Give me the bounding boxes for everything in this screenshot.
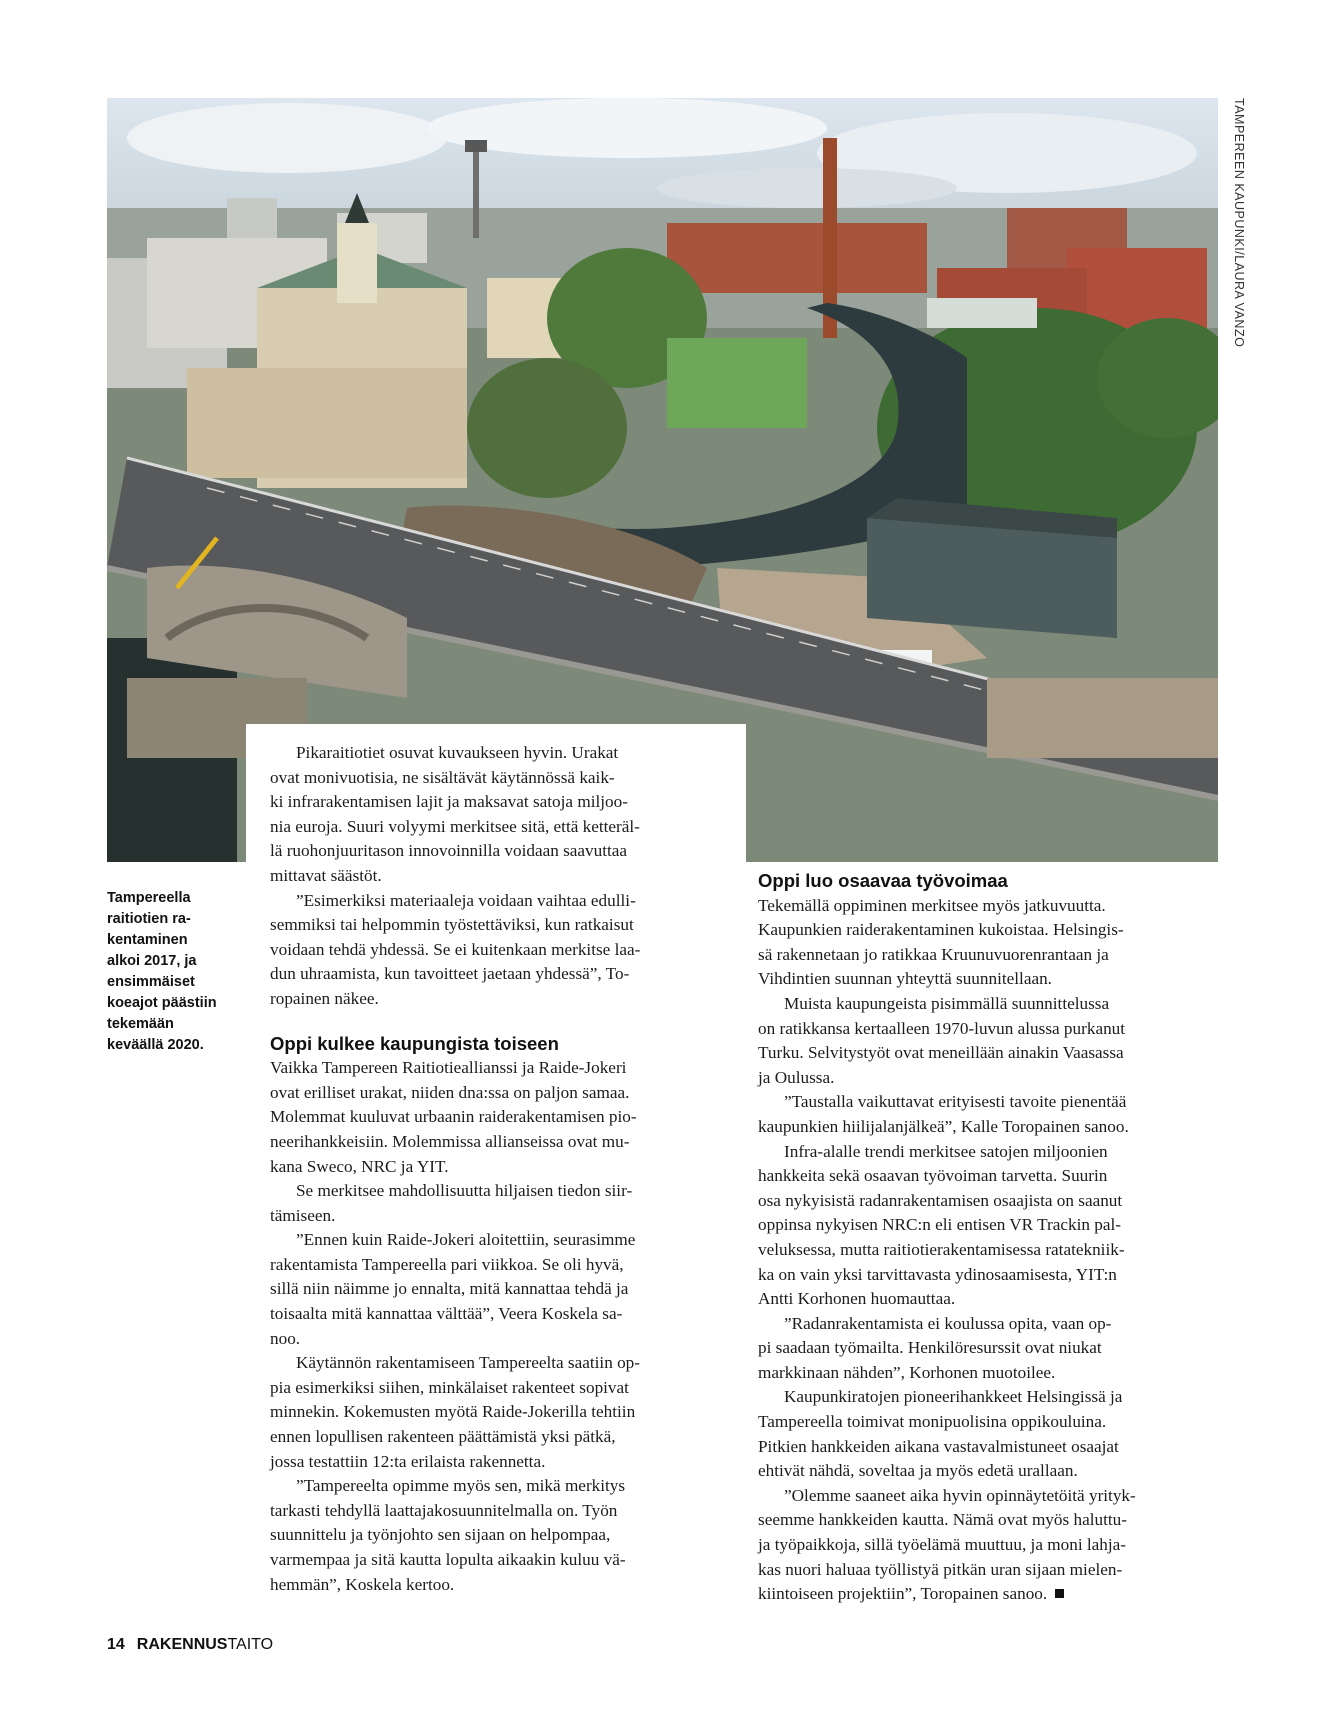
section-heading: Oppi kulkee kaupungista toiseen <box>270 1032 559 1054</box>
paragraph <box>758 1140 1218 1312</box>
text-line: Pitkien hankkeiden aikana vastavalmistuneet osaajat <box>758 1436 1119 1456</box>
text-line: markkinaan nähden”, Korhonen muotoilee. <box>758 1362 1056 1382</box>
text-line: kaupunkien hiilijalanjälkeä”, Kalle Toropainen sanoo. <box>758 1116 1129 1136</box>
text-line: ”Taustalla vaikuttavat erityisesti tavoite pienentää <box>784 1092 1127 1112</box>
text-line: on ratikkansa kertaalleen 1970-luvun alussa purkanut <box>758 1018 1126 1038</box>
text-line: hemmän”, Koskela kertoo. <box>270 1574 455 1594</box>
photo-caption <box>107 888 235 1056</box>
text-line: tarkasti tehdyllä laattajakosuunnitelmalla on. Työn <box>270 1500 618 1520</box>
text-line <box>758 1582 1218 1607</box>
text-line: ki infrarakentamisen lajit ja maksavat satoja miljoo- <box>270 792 628 812</box>
paragraph <box>758 1312 1218 1386</box>
text-line: varmempaa ja sitä kautta lopulta aikaakin kuluu vä- <box>270 1550 626 1569</box>
paragraph <box>758 1090 1218 1139</box>
text-line: rakentamista Tampereella pari viikkoa. Se oli hyvä, <box>270 1254 624 1274</box>
paragraph <box>270 1351 720 1474</box>
paragraph <box>270 1179 720 1228</box>
text-line: tämiseen. <box>270 1205 336 1225</box>
text-line: Kaupunkien raiderakentaminen kukoistaa. Helsingis- <box>758 920 1124 940</box>
text-line: Vihdintien suunnan yhteyttä suunnitellaan. <box>758 969 1052 989</box>
text-line: suunnittelu ja työnjohto sen sijaan on helpompaa, <box>270 1525 611 1545</box>
text-line: Käytännön rakentamiseen Tampereelta saatiin op- <box>296 1353 641 1373</box>
text-line: sillä niin näimme jo ennalta, mitä kannattaa tehdä ja <box>270 1279 629 1299</box>
section-heading: Oppi luo osaavaa työvoimaa <box>758 870 1008 891</box>
text-line: Pikaraitiotiet osuvat kuvaukseen hyvin. Urakat <box>296 743 619 762</box>
text-line: ”Esimerkiksi materiaaleja voidaan vaihtaa edulli- <box>296 890 636 910</box>
text-line: ka on vain yksi tarvittavasta ydinosaamisesta, YIT:n <box>758 1264 1117 1284</box>
text-line: Turku. Selvitystyöt ovat meneillään ainakin Vaasassa <box>758 1043 1124 1063</box>
text-line: nia euroja. Suuri volyymi merkitsee sitä, että ketteräl- <box>270 816 640 836</box>
text-line: Se merkitsee mahdollisuutta hiljaisen tiedon siir- <box>296 1181 633 1201</box>
text-line: ”Radanrakentamista ei koulussa opita, vaan op- <box>784 1313 1112 1333</box>
caption-line: alkoi 2017, ja <box>107 953 197 969</box>
text-line: osa nykyisistä radanrakentamisen osaajista on saanut <box>758 1190 1123 1210</box>
caption-line: kentaminen <box>107 932 188 948</box>
paragraph <box>270 1056 720 1179</box>
text-line: ja työpaikkoja, sillä työelämä muuttuu, ja moni lahja- <box>758 1535 1127 1555</box>
text-span: kiintoiseen projektiin”, Toropainen sanoo. <box>758 1584 1048 1604</box>
text-line: kana Sweco, NRC ja YIT. <box>270 1156 449 1176</box>
text-line: Infra-alalle trendi merkitsee satojen miljoonien <box>784 1141 1108 1161</box>
text-line: semmiksi tai helpommin työstettäviksi, kun ratkaisut <box>270 915 634 935</box>
text-line: voidaan tehdä yhdessä. Se ei kuitenkaan merkitse laa- <box>270 939 641 959</box>
photo-credit: TAMPEREEN KAUPUNKI/LAURA VANZO <box>1232 98 1246 348</box>
text-line: minnekin. Kokemusten myötä Raide-Jokerilla tehtiin <box>270 1402 636 1422</box>
caption-line: keväällä 2020. <box>107 1037 204 1053</box>
text-line: neerihankkeisiin. Molemmissa allianseissa ovat mu- <box>270 1131 630 1151</box>
caption-line: tekemään <box>107 1016 174 1032</box>
caption-line: raitiotien ra- <box>107 911 191 927</box>
left-column <box>270 741 720 1597</box>
page-footer <box>107 1636 273 1654</box>
text-line: Tampereella toimivat monipuolisina oppikouluina. <box>758 1412 1107 1432</box>
text-line: ”Ennen kuin Raide-Jokeri aloitettiin, seurasimme <box>296 1230 636 1250</box>
text-line: jossa testattiin 12:ta erilaista rakennetta. <box>270 1451 546 1471</box>
text-line: ”Tampereelta opimme myös sen, mikä merkitys <box>296 1476 626 1496</box>
text-line: noo. <box>270 1328 301 1348</box>
text-line: ennen lopullisen rakenteen päättämistä yksi pätkä, <box>270 1427 616 1447</box>
paragraph <box>758 894 1218 992</box>
text-line: dun uhraamista, kun tavoitteet jaetaan yhdessä”, To- <box>270 964 630 984</box>
text-line: Antti Korhonen huomauttaa. <box>758 1289 956 1309</box>
text-line: Molemmat kuuluvat urbaanin raiderakentamisen pio- <box>270 1107 637 1127</box>
caption-line: koeajot päästiin <box>107 995 217 1011</box>
text-line: hankkeita sekä osaavan työvoiman tarvetta. Suurin <box>758 1166 1108 1186</box>
text-line: seemme hankkeiden kautta. Nämä ovat myös haluttu- <box>758 1510 1127 1530</box>
caption-line: Tampereella <box>107 890 191 906</box>
text-line: ovat monivuotisia, ne sisältävät käytännössä kaik- <box>270 767 615 787</box>
text-line: mittavat säästöt. <box>270 865 382 885</box>
text-line: sä rakennetaan jo ratikkaa Kruunuvuorenrantaan ja <box>758 944 1109 964</box>
text-line: Vaikka Tampereen Raitiotieallianssi ja Raide-Jokeri <box>270 1058 627 1078</box>
page-number: 14 <box>107 1636 125 1653</box>
text-line: kas nuori haluaa työllistyä pitkän uran sijaan mielen- <box>758 1559 1123 1579</box>
paragraph <box>270 889 720 1012</box>
paragraph <box>758 1385 1218 1483</box>
text-line: ja Oulussa. <box>758 1067 835 1087</box>
paragraph <box>758 1484 1218 1607</box>
text-line: pi saadaan työmailta. Henkilöresurssit ovat niukat <box>758 1338 1102 1358</box>
end-of-article-square-icon <box>1055 1589 1064 1598</box>
text-line: Tekemällä oppiminen merkitsee myös jatkuvuutta. <box>758 895 1106 915</box>
text-line: ”Olemme saaneet aika hyvin opinnäytetöitä yrityk- <box>784 1485 1136 1505</box>
paragraph <box>270 1228 720 1351</box>
magazine-name-bold: RAKENNUS <box>136 1636 228 1653</box>
magazine-name-light: TAITO <box>227 1636 274 1653</box>
text-line: ehtivät nähdä, soveltaa ja myös edetä urallaan. <box>758 1461 1078 1481</box>
caption-line: ensimmäiset <box>107 974 195 990</box>
text-line: toisaalta mitä kannattaa välttää”, Veera Koskela sa- <box>270 1304 623 1324</box>
text-line: Kaupunkiratojen pioneerihankkeet Helsingissä ja <box>784 1387 1123 1407</box>
paragraph <box>270 741 720 889</box>
paragraph <box>270 1474 720 1597</box>
paragraph <box>758 992 1218 1090</box>
text-line: ovat erilliset urakat, niiden dna:ssa on paljon samaa. <box>270 1082 630 1102</box>
text-line: veluksessa, mutta raitiotierakentamisessa ratatekniik- <box>758 1239 1125 1259</box>
text-line: ropainen näkee. <box>270 988 379 1008</box>
text-line: pia esimerkiksi siihen, minkälaiset rakenteet sopivat <box>270 1377 629 1397</box>
text-line: lä ruohonjuuritason innovoinnilla voidaan saavuttaa <box>270 841 628 861</box>
text-line: Muista kaupungeista pisimmällä suunnittelussa <box>784 993 1110 1013</box>
right-column <box>758 869 1218 1607</box>
text-line: oppinsa nykyisen NRC:n eli entisen VR Trackin pal- <box>758 1215 1121 1235</box>
